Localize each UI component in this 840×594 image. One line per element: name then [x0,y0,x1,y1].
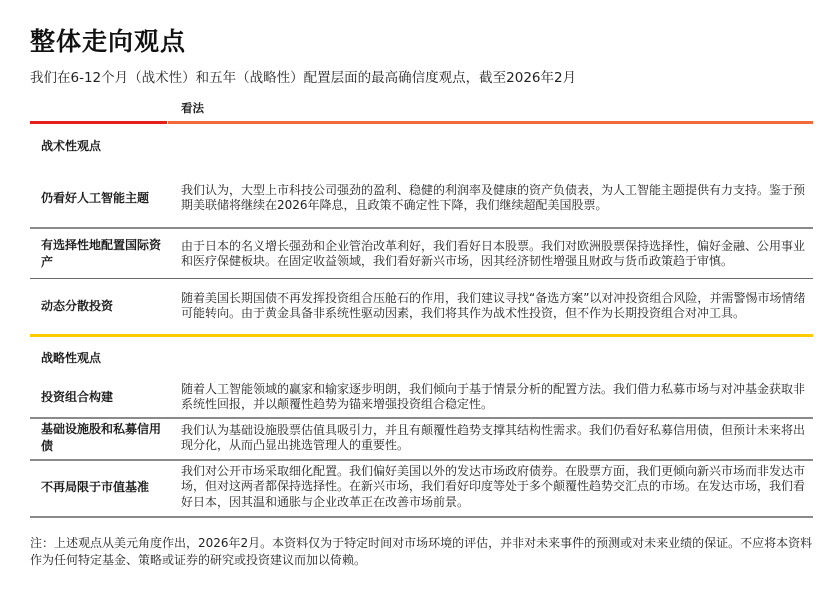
row-label: 动态分散投资 [41,298,114,313]
row-divider [30,459,813,461]
row-divider [30,278,813,279]
page-title: 整体走向观点 [30,27,187,56]
section-label-tactical: 战术性观点 [41,139,102,153]
row-text: 由于日本的名义增长强劲和企业管治改革利好，我们看好日本股票。我们对欧洲股票保持选择性，偏好金融、公用事业和医疗保健板块。在固定收益领域，我们看好新兴市场，因其经济韧性增强且财政与货币政策趋于审慎。 [181,238,806,268]
section-label-strategic: 战略性观点 [41,351,102,365]
row-divider [30,417,813,419]
footnote: 注：上述观点从美元角度作出，2026年2月。本资料仅为于特定时间对市场环境的评估，并非对未来事件的预测或对未来业绩的保证。不应将本资料作为任何特定基金、策略或证券的研究或投资建议而加以倚赖。 [30,536,813,567]
row-label: 有选择性地配置国际资产 [41,238,162,269]
row-label: 不再局限于市值基准 [41,479,150,494]
page-subtitle: 我们在6-12个月（战术性）和五年（战略性）配置层面的最高确信度观点，截至2026年2月 [30,70,577,86]
row-label: 仍看好人工智能主题 [41,190,150,205]
row-divider [30,227,813,229]
row-text: 我们对公开市场采取细化配置。我们偏好美国以外的发达市场政府债券。在股票方面，我们更倾向新兴市场而非发达市场，但对这两者都保持选择性。在新兴市场，我们看好印度等处于多个颠覆性趋势交汇点的市场。在发达市场，我们看好日本，因其温和通胀与企业改革正在改善市场前景。 [181,463,806,509]
column-header-views: 看法 [181,101,204,115]
row-label: 基础设施股和私募信用债 [41,422,162,453]
section-divider [30,334,813,337]
row-text: 我们认为基础设施股票估值具吸引力，并且有颠覆性趋势支撑其结构性需求。我们仍看好私募信用债，但预计未来将出现分化，从而凸显出挑选管理人的重要性。 [181,422,806,452]
row-label: 投资组合构建 [41,389,114,404]
header-rule-right [168,121,813,124]
row-text: 随着人工智能领域的赢家和输家逐步明朗，我们倾向于基于情景分析的配置方法。我们借力私募市场与对冲基金获取非系统性回报，并以颠覆性趋势为锚来增强投资组合稳定性。 [181,381,806,411]
row-divider [30,516,813,518]
row-text: 随着美国长期国债不再发挥投资组合压舱石的作用，我们建议寻找“备选方案”以对冲投资组合风险，并需警惕市场情绪可能转向。由于黄金具备非系统性驱动因素，我们将其作为战术性投资，但不作为长期投资组合对冲工具。 [181,290,806,320]
row-text: 我们认为，大型上市科技公司强劲的盈利、稳健的利润率及健康的资产负债表，为人工智能主题提供有力支持。鉴于预期美联储将继续在2026年降息，且政策不确定性下降，我们继续超配美国股票。 [181,182,806,212]
header-rule-left [30,121,167,124]
